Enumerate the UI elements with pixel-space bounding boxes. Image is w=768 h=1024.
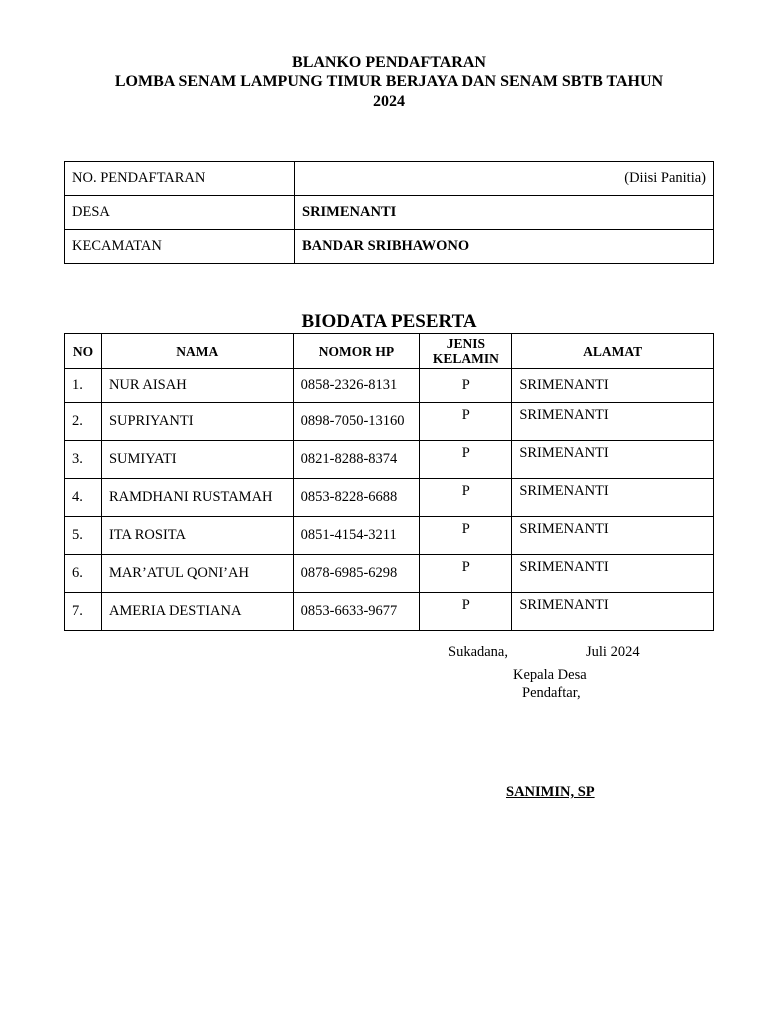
participant-gender: P — [420, 555, 512, 593]
participant-name: AMERIA DESTIANA — [101, 593, 293, 631]
row-number: 6. — [65, 555, 102, 593]
participant-phone: 0821-8288-8374 — [293, 441, 420, 479]
participant-address: SRIMENANTI — [512, 479, 714, 517]
participant-address: SRIMENANTI — [512, 555, 714, 593]
participant-phone: 0851-4154-3211 — [293, 517, 420, 555]
village-value: SRIMENANTI — [295, 196, 714, 230]
participant-name: NUR AISAH — [101, 369, 293, 403]
form-subtitle: LOMBA SENAM LAMPUNG TIMUR BERJAYA DAN SENAM SBTB TAHUN — [114, 73, 664, 90]
signature-date: Juli 2024 — [586, 644, 640, 660]
table-header-row — [65, 334, 714, 369]
signature-place: Sukadana, — [448, 644, 508, 660]
participant-phone: 0853-6633-9677 — [293, 593, 420, 631]
column-header-no: NO — [65, 334, 102, 369]
participant-address: SRIMENANTI — [512, 369, 714, 403]
participant-address: SRIMENANTI — [512, 593, 714, 631]
form-title: BLANKO PENDAFTARAN — [292, 54, 486, 71]
registration-number-label: NO. PENDAFTARAN — [65, 162, 295, 196]
table-row — [65, 593, 714, 631]
participant-address: SRIMENANTI — [512, 441, 714, 479]
district-label: KECAMATAN — [65, 230, 295, 264]
table-row — [65, 369, 714, 403]
table-row — [65, 441, 714, 479]
table-row — [65, 403, 714, 441]
info-row-district — [65, 230, 714, 264]
participant-address: SRIMENANTI — [512, 517, 714, 555]
participant-name: MAR’ATUL QONI’AH — [101, 555, 293, 593]
table-row — [65, 479, 714, 517]
village-label: DESA — [65, 196, 295, 230]
signatory-name: SANIMIN, SP — [506, 784, 595, 800]
column-header-address: ALAMAT — [512, 334, 714, 369]
biodata-section-title: BIODATA PESERTA — [301, 311, 477, 332]
participant-name: SUPRIYANTI — [101, 403, 293, 441]
participant-name: SUMIYATI — [101, 441, 293, 479]
participant-phone: 0858-2326-8131 — [293, 369, 420, 403]
participant-gender: P — [420, 369, 512, 403]
signature-role-line2: Pendaftar, — [522, 685, 581, 701]
column-header-name: NAMA — [101, 334, 293, 369]
row-number: 5. — [65, 517, 102, 555]
column-header-gender: JENIS KELAMIN — [420, 334, 512, 369]
participant-phone: 0853-8228-6688 — [293, 479, 420, 517]
participant-name: RAMDHANI RUSTAMAH — [101, 479, 293, 517]
participant-name: ITA ROSITA — [101, 517, 293, 555]
row-number: 4. — [65, 479, 102, 517]
participant-phone: 0898-7050-13160 — [293, 403, 420, 441]
participant-gender: P — [420, 441, 512, 479]
info-row-village — [65, 196, 714, 230]
table-row — [65, 517, 714, 555]
registration-info-table — [64, 161, 714, 264]
participant-gender: P — [420, 403, 512, 441]
signature-role-line1: Kepala Desa — [513, 667, 587, 683]
row-number: 3. — [65, 441, 102, 479]
info-row-registration-number — [65, 162, 714, 196]
column-header-phone: NOMOR HP — [293, 334, 420, 369]
participant-gender: P — [420, 517, 512, 555]
row-number: 2. — [65, 403, 102, 441]
table-row — [65, 555, 714, 593]
form-subtitle-year: 2024 — [373, 93, 405, 110]
participant-gender: P — [420, 479, 512, 517]
row-number: 7. — [65, 593, 102, 631]
registration-number-value: (Diisi Panitia) — [295, 162, 714, 196]
participant-phone: 0878-6985-6298 — [293, 555, 420, 593]
district-value: BANDAR SRIBHAWONO — [295, 230, 714, 264]
participant-gender: P — [420, 593, 512, 631]
row-number: 1. — [65, 369, 102, 403]
participant-address: SRIMENANTI — [512, 403, 714, 441]
participant-table — [64, 333, 714, 631]
